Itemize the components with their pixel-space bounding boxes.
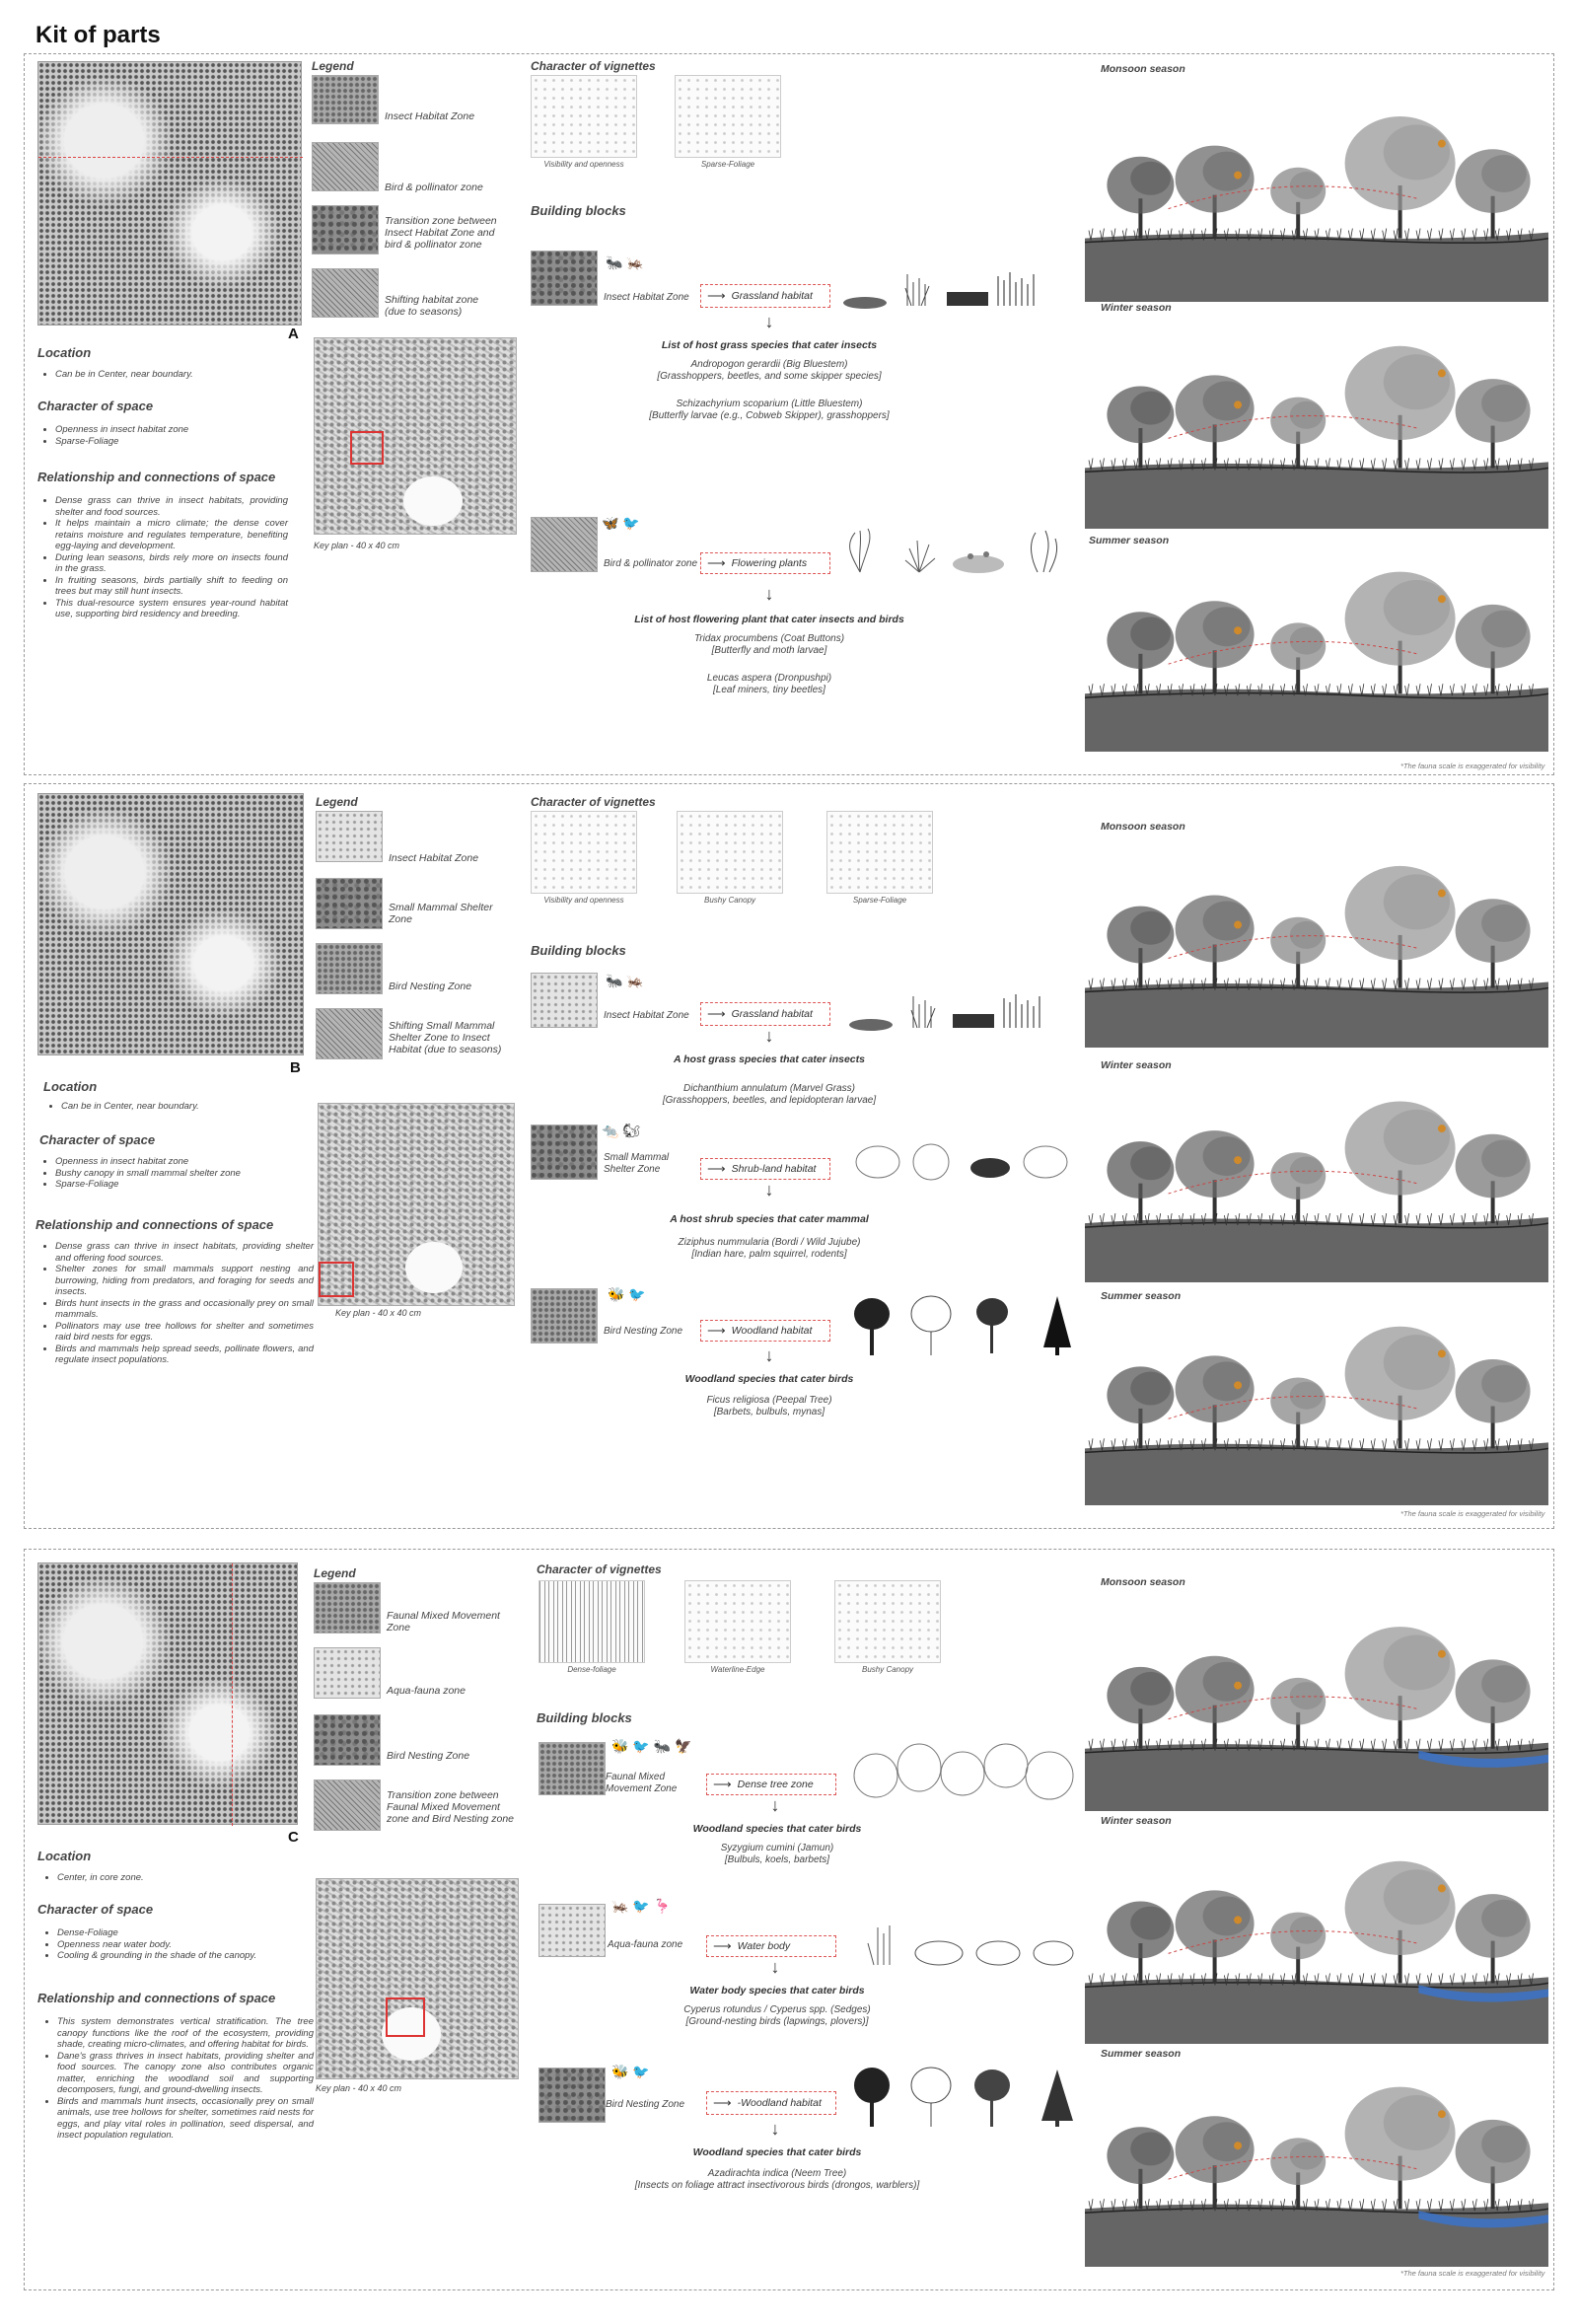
- location-heading: Location: [43, 1079, 98, 1094]
- character-item: • Bushy canopy in small mammal shelter zone: [55, 1168, 312, 1180]
- vignette-caption: Waterline-Edge: [710, 1665, 765, 1674]
- legend-label: Bird Nesting Zone: [387, 1750, 470, 1762]
- panel-letter: C: [288, 1829, 299, 1846]
- relationship-item: • Birds hunt insects in the grass and occasionally prey on small mammals.: [55, 1298, 314, 1321]
- legend-label: Bird & pollinator zone: [385, 182, 483, 193]
- zone-map-c: [37, 1562, 298, 1825]
- block-zone: Small Mammal Shelter Zone: [604, 1152, 670, 1175]
- relationship-item: • It helps maintain a micro climate; the dense cover retains moisture and regulates temperature, benefiting egg-laying and development.: [55, 518, 288, 552]
- habitat-label: Flowering plants: [731, 557, 808, 569]
- vignettes-heading: Character of vignettes: [531, 795, 656, 809]
- key-plan: [314, 337, 517, 535]
- relationship-item: • This system demonstrates vertical stratification. The tree canopy functions like the roof of the ecosystem, providing shade, creating micro-climates, and offering habitat for birds.: [57, 2016, 314, 2051]
- building-blocks-heading: Building blocks: [531, 943, 626, 958]
- footnote: *The fauna scale is exaggerated for visibility: [1400, 1509, 1545, 1518]
- scene-b-monsoon: [1085, 835, 1548, 1048]
- scene-a-summer: [1085, 545, 1548, 752]
- habitat-label: Grassland habitat: [731, 1008, 813, 1020]
- legend-label: Transition zone between Insect Habitat Zone and bird & pollinator zone: [385, 215, 497, 251]
- key-plan-caption: Key plan - 40 x 40 cm: [314, 541, 400, 550]
- species-note: [Insects on foliage attract insectivorous birds (drongos, warblers)]: [634, 2180, 920, 2191]
- scene-c-summer: [1085, 2060, 1548, 2267]
- habitat-label: Grassland habitat: [731, 290, 813, 302]
- block-zone: Faunal Mixed Movement Zone: [606, 1772, 678, 1794]
- legend-label: Bird Nesting Zone: [389, 980, 472, 992]
- relationship-item: • In fruiting seasons, birds partially shift to feeding on trees but may still hunt insects.: [55, 575, 288, 598]
- panel-letter: A: [288, 326, 299, 342]
- scene-illustration: [1085, 116, 1548, 302]
- building-blocks-heading: Building blocks: [531, 203, 626, 218]
- legend-title: Legend: [312, 59, 354, 73]
- legend-label: Shifting habitat zone (due to seasons): [385, 294, 479, 318]
- panel-letter: B: [290, 1059, 301, 1076]
- legend-swatch: [316, 1008, 383, 1059]
- character-list: [43, 1927, 314, 1962]
- down-arrow: ↓: [764, 312, 774, 331]
- legend-label: Transition zone between Faunal Mixed Movement zone and Bird Nesting zone: [387, 1789, 514, 1825]
- vignette: [826, 811, 933, 894]
- dense-tree-sketches: [850, 1742, 1079, 1811]
- scene-c-monsoon: [1085, 1588, 1548, 1811]
- legend-label: Small Mammal Shelter Zone: [389, 902, 493, 925]
- relationship-item: • Shelter zones for small mammals support nesting and burrowing, hiding from predators, and foraging for seeds and insects.: [55, 1264, 314, 1298]
- habitat-box: ⟶ Dense tree zone: [706, 1774, 836, 1795]
- relationship-list: [41, 495, 288, 620]
- vignette: [531, 811, 637, 894]
- footnote: *The fauna scale is exaggerated for visibility: [1400, 762, 1545, 770]
- block-swatch: [531, 1288, 598, 1344]
- habitat-box: ⟶ Shrub-land habitat: [700, 1158, 830, 1180]
- fauna-icons: 🦋 🐦: [602, 515, 640, 531]
- species-name: Tridax procumbens (Coat Buttons): [693, 633, 845, 644]
- species-list-title: List of host grass species that cater insects: [661, 339, 878, 351]
- legend-title: Legend: [314, 1566, 356, 1580]
- season-label: Summer season: [1101, 1290, 1182, 1302]
- legend-swatch: [314, 1714, 381, 1766]
- species-name: Schizachyrium scoparium (Little Bluestem): [676, 399, 863, 409]
- species-list-title: A host shrub species that cater mammal: [670, 1213, 869, 1225]
- zone-map-a: [37, 61, 302, 326]
- species-name: Dichanthium annulatum (Marvel Grass): [683, 1083, 855, 1094]
- relationship-heading: Relationship and connections of space: [37, 470, 276, 484]
- block-swatch: [538, 2068, 606, 2123]
- vignette-caption: Sparse-Foliage: [700, 160, 755, 169]
- scene-illustration: [1085, 346, 1548, 529]
- grass-species-sketches: [846, 990, 1073, 1034]
- legend-swatch: [314, 1582, 381, 1634]
- species-list-title: Water body species that cater birds: [689, 1985, 865, 1997]
- habitat-box: ⟶ Grassland habitat: [700, 1002, 830, 1026]
- relationship-item: • Pollinators may use tree hollows for shelter and sometimes raid bird nests for eggs.: [55, 1321, 314, 1344]
- species-list-title: List of host flowering plant that cater insects and birds: [634, 614, 904, 625]
- season-label: Monsoon season: [1101, 63, 1185, 75]
- block-zone: Insect Habitat Zone: [604, 292, 689, 303]
- relationship-item: • Birds and mammals hunt insects, occasionally prey on small animals, use tree hollows for shelter, sometimes raid nests for eggs, and play vital roles in pollination, seed dispersal, and insect population regulation.: [57, 2096, 314, 2142]
- species-note: [Butterfly larvae (e.g., Cobweb Skipper), grasshoppers]: [649, 410, 890, 421]
- relationship-item: • During lean seasons, birds rely more on insects found in the grass.: [55, 552, 288, 575]
- zone-map-b: [37, 793, 304, 1055]
- season-label: Winter season: [1101, 1815, 1172, 1827]
- location-list: [41, 369, 302, 381]
- relationship-list: [41, 1241, 314, 1366]
- block-zone: Insect Habitat Zone: [604, 1010, 689, 1021]
- legend-title: Legend: [316, 795, 358, 809]
- legend-label: Insect Habitat Zone: [389, 852, 479, 864]
- season-label: Summer season: [1089, 535, 1170, 546]
- vignette: [531, 75, 637, 158]
- footnote: *The fauna scale is exaggerated for visibility: [1400, 2269, 1545, 2278]
- block-swatch: [531, 251, 598, 306]
- character-item: • Sparse-Foliage: [55, 1179, 312, 1191]
- shrub-species-sketches: [852, 1138, 1073, 1184]
- legend-swatch: [312, 268, 379, 318]
- vignette-caption: Visibility and openness: [543, 896, 624, 905]
- relationship-item: • Dense grass can thrive in insect habitats, providing shelter and food sources.: [55, 495, 288, 518]
- scene-b-summer: [1085, 1302, 1548, 1505]
- scene-b-winter: [1085, 1071, 1548, 1282]
- block-zone: Aqua-fauna zone: [608, 1939, 683, 1950]
- vignette-caption: Bushy Canopy: [703, 896, 756, 905]
- grass-species-sketches: [840, 268, 1067, 312]
- character-list: [41, 1156, 312, 1191]
- scene-illustration: [1085, 572, 1548, 752]
- block-swatch: [538, 1904, 606, 1957]
- character-list: [41, 424, 302, 447]
- scene-illustration: [1085, 2087, 1548, 2267]
- down-arrow: ↓: [770, 2119, 780, 2139]
- species-note: [Indian hare, palm squirrel, rodents]: [691, 1249, 847, 1260]
- relationship-item: • Dense grass can thrive in insect habitats, providing shelter and offering food sources.: [55, 1241, 314, 1264]
- legend-label: Aqua-fauna zone: [387, 1685, 466, 1697]
- block-swatch: [538, 1742, 606, 1795]
- tree-species-sketches: [850, 2064, 1079, 2129]
- vignette: [675, 75, 781, 158]
- down-arrow: ↓: [764, 1026, 774, 1046]
- habitat-label: Water body: [737, 1940, 791, 1952]
- relationship-list: [43, 2016, 314, 2142]
- season-label: Winter season: [1101, 1059, 1172, 1071]
- vignettes-heading: Character of vignettes: [537, 1562, 662, 1576]
- character-item: • Dense-Foliage: [57, 1927, 314, 1939]
- character-item: • Openness in insect habitat zone: [55, 424, 302, 436]
- relationship-heading: Relationship and connections of space: [37, 1991, 276, 2005]
- vignette: [538, 1580, 645, 1663]
- legend-label: Faunal Mixed Movement Zone: [387, 1610, 500, 1634]
- species-name: Ziziphus nummularia (Bordi / Wild Jujube): [678, 1237, 861, 1248]
- species-list-title: A host grass species that cater insects: [674, 1053, 865, 1065]
- location-heading: Location: [37, 345, 92, 360]
- vignette: [834, 1580, 941, 1663]
- location-item: • Can be in Center, near boundary.: [55, 369, 302, 381]
- legend-swatch: [316, 811, 383, 862]
- character-heading: Character of space: [39, 1132, 156, 1147]
- legend-label: Insect Habitat Zone: [385, 110, 475, 122]
- scene-illustration: [1085, 1861, 1548, 2044]
- location-item: • Center, in core zone.: [57, 1872, 304, 1884]
- habitat-box: ⟶ Woodland habitat: [700, 1320, 830, 1342]
- fauna-icons: 🐝 🐦: [611, 2064, 650, 2079]
- building-blocks-heading: Building blocks: [537, 1710, 632, 1725]
- down-arrow: ↓: [770, 1795, 780, 1815]
- key-plan-caption: Key plan - 40 x 40 cm: [316, 2083, 402, 2093]
- block-swatch: [531, 517, 598, 572]
- habitat-box: ⟶ Water body: [706, 1935, 836, 1957]
- character-item: • Openness in insect habitat zone: [55, 1156, 312, 1168]
- character-item: • Cooling & grounding in the shade of the canopy.: [57, 1950, 314, 1962]
- habitat-box: ⟶ -Woodland habitat: [706, 2091, 836, 2115]
- species-note: [Bulbuls, koels, barbets]: [724, 1854, 830, 1865]
- species-note: [Barbets, bulbuls, mynas]: [713, 1407, 825, 1417]
- species-name: Azadirachta indica (Neem Tree): [707, 2168, 847, 2179]
- block-zone: Bird Nesting Zone: [604, 1326, 683, 1337]
- species-note: [Ground-nesting birds (lapwings, plovers)]: [685, 2016, 869, 2027]
- scene-illustration: [1085, 1101, 1548, 1282]
- season-label: Summer season: [1101, 2048, 1182, 2060]
- fauna-icons: 🐝 🐦 🐜 🦅: [611, 1738, 692, 1754]
- legend-swatch: [316, 943, 383, 994]
- season-label: Winter season: [1101, 302, 1172, 314]
- species-list-title: Woodland species that cater birds: [692, 2146, 862, 2158]
- season-label: Monsoon season: [1101, 1576, 1185, 1588]
- vignette-caption: Dense-foliage: [567, 1665, 616, 1674]
- location-list: [43, 1872, 304, 1884]
- species-list-title: Woodland species that cater birds: [692, 1823, 862, 1835]
- scene-a-monsoon: [1085, 75, 1548, 302]
- habitat-label: -Woodland habitat: [737, 2097, 822, 2109]
- vignette: [677, 811, 783, 894]
- legend-swatch: [312, 142, 379, 191]
- legend-swatch: [316, 878, 383, 929]
- block-swatch: [531, 1125, 598, 1180]
- legend-label: Shifting Small Mammal Shelter Zone to Insect Habitat (due to seasons): [389, 1020, 502, 1055]
- key-plan: [316, 1878, 519, 2079]
- block-zone: Bird & pollinator zone: [604, 558, 698, 569]
- habitat-box: ⟶ Grassland habitat: [700, 284, 830, 308]
- character-item: • Sparse-Foliage: [55, 436, 302, 448]
- legend-swatch: [314, 1779, 381, 1831]
- season-label: Monsoon season: [1101, 821, 1185, 833]
- character-item: • Openness near water body.: [57, 1939, 314, 1951]
- species-name: Cyperus rotundus / Cyperus spp. (Sedges): [683, 2004, 871, 2015]
- habitat-label: Shrub-land habitat: [731, 1163, 817, 1175]
- fauna-icons: 🐀 🐿: [602, 1123, 641, 1138]
- species-note: [Butterfly and moth larvae]: [711, 645, 827, 656]
- aquatic-plant-sketches: [864, 1924, 1077, 1967]
- relationship-item: • This dual-resource system ensures year-round habitat use, supporting bird residency and breeding.: [55, 598, 288, 620]
- relationship-heading: Relationship and connections of space: [36, 1217, 274, 1232]
- down-arrow: ↓: [764, 1345, 774, 1365]
- tree-species-sketches: [850, 1292, 1079, 1357]
- species-list-title: Woodland species that cater birds: [684, 1373, 854, 1385]
- legend-swatch: [312, 205, 379, 254]
- species-name: Leucas aspera (Dronpushpi): [706, 673, 832, 684]
- key-plan: [318, 1103, 515, 1306]
- legend-swatch: [314, 1647, 381, 1699]
- scene-c-winter: [1085, 1827, 1548, 2044]
- habitat-label: Dense tree zone: [737, 1779, 814, 1790]
- location-item: • Can be in Center, near boundary.: [61, 1101, 308, 1113]
- vignette: [684, 1580, 791, 1663]
- habitat-box: ⟶ Flowering plants: [700, 552, 830, 574]
- location-list: [47, 1101, 308, 1113]
- fauna-icons: 🐝 🐦: [608, 1286, 646, 1302]
- fauna-icons: 🐜 🦗: [606, 973, 644, 988]
- flowering-plant-sketches: [840, 525, 1077, 576]
- habitat-label: Woodland habitat: [731, 1325, 813, 1337]
- vignette-caption: Visibility and openness: [543, 160, 624, 169]
- species-name: Andropogon gerardii (Big Bluestem): [690, 359, 848, 370]
- down-arrow: ↓: [764, 1180, 774, 1199]
- vignette-caption: Sparse-Foliage: [852, 896, 907, 905]
- page-title: Kit of parts: [36, 22, 161, 48]
- location-heading: Location: [37, 1849, 92, 1863]
- vignette-caption: Bushy Canopy: [861, 1665, 914, 1674]
- scene-illustration: [1085, 866, 1548, 1048]
- fauna-icons: 🐜 🦗: [606, 254, 644, 270]
- legend-swatch: [312, 75, 379, 124]
- relationship-item: • Dane's grass thrives in insect habitats, providing shelter and food sources. The canopy zone also contributes organic matter, enriching the woodland soil and supporting decomposers, fungi, and ground-dwelling insects.: [57, 2051, 314, 2096]
- species-name: Syzygium cumini (Jamun): [720, 1843, 834, 1853]
- character-heading: Character of space: [37, 1902, 154, 1917]
- block-zone: Bird Nesting Zone: [606, 2099, 685, 2110]
- character-heading: Character of space: [37, 399, 154, 413]
- species-note: [Grasshoppers, beetles, and some skipper species]: [657, 371, 882, 382]
- down-arrow: ↓: [770, 1957, 780, 1977]
- scene-illustration: [1085, 1327, 1548, 1505]
- species-name: Ficus religiosa (Peepal Tree): [706, 1395, 832, 1406]
- scene-a-winter: [1085, 312, 1548, 529]
- down-arrow: ↓: [764, 584, 774, 604]
- species-note: [Leaf miners, tiny beetles]: [713, 685, 825, 695]
- block-swatch: [531, 973, 598, 1028]
- fauna-icons: 🦗 🐦 🦩: [611, 1898, 672, 1914]
- scene-illustration: [1085, 1627, 1548, 1811]
- vignettes-heading: Character of vignettes: [531, 59, 656, 73]
- species-note: [Grasshoppers, beetles, and lepidopteran larvae]: [662, 1095, 877, 1106]
- relationship-item: • Birds and mammals help spread seeds, pollinate flowers, and regulate insect populations.: [55, 1344, 314, 1366]
- key-plan-caption: Key plan - 40 x 40 cm: [335, 1308, 422, 1318]
